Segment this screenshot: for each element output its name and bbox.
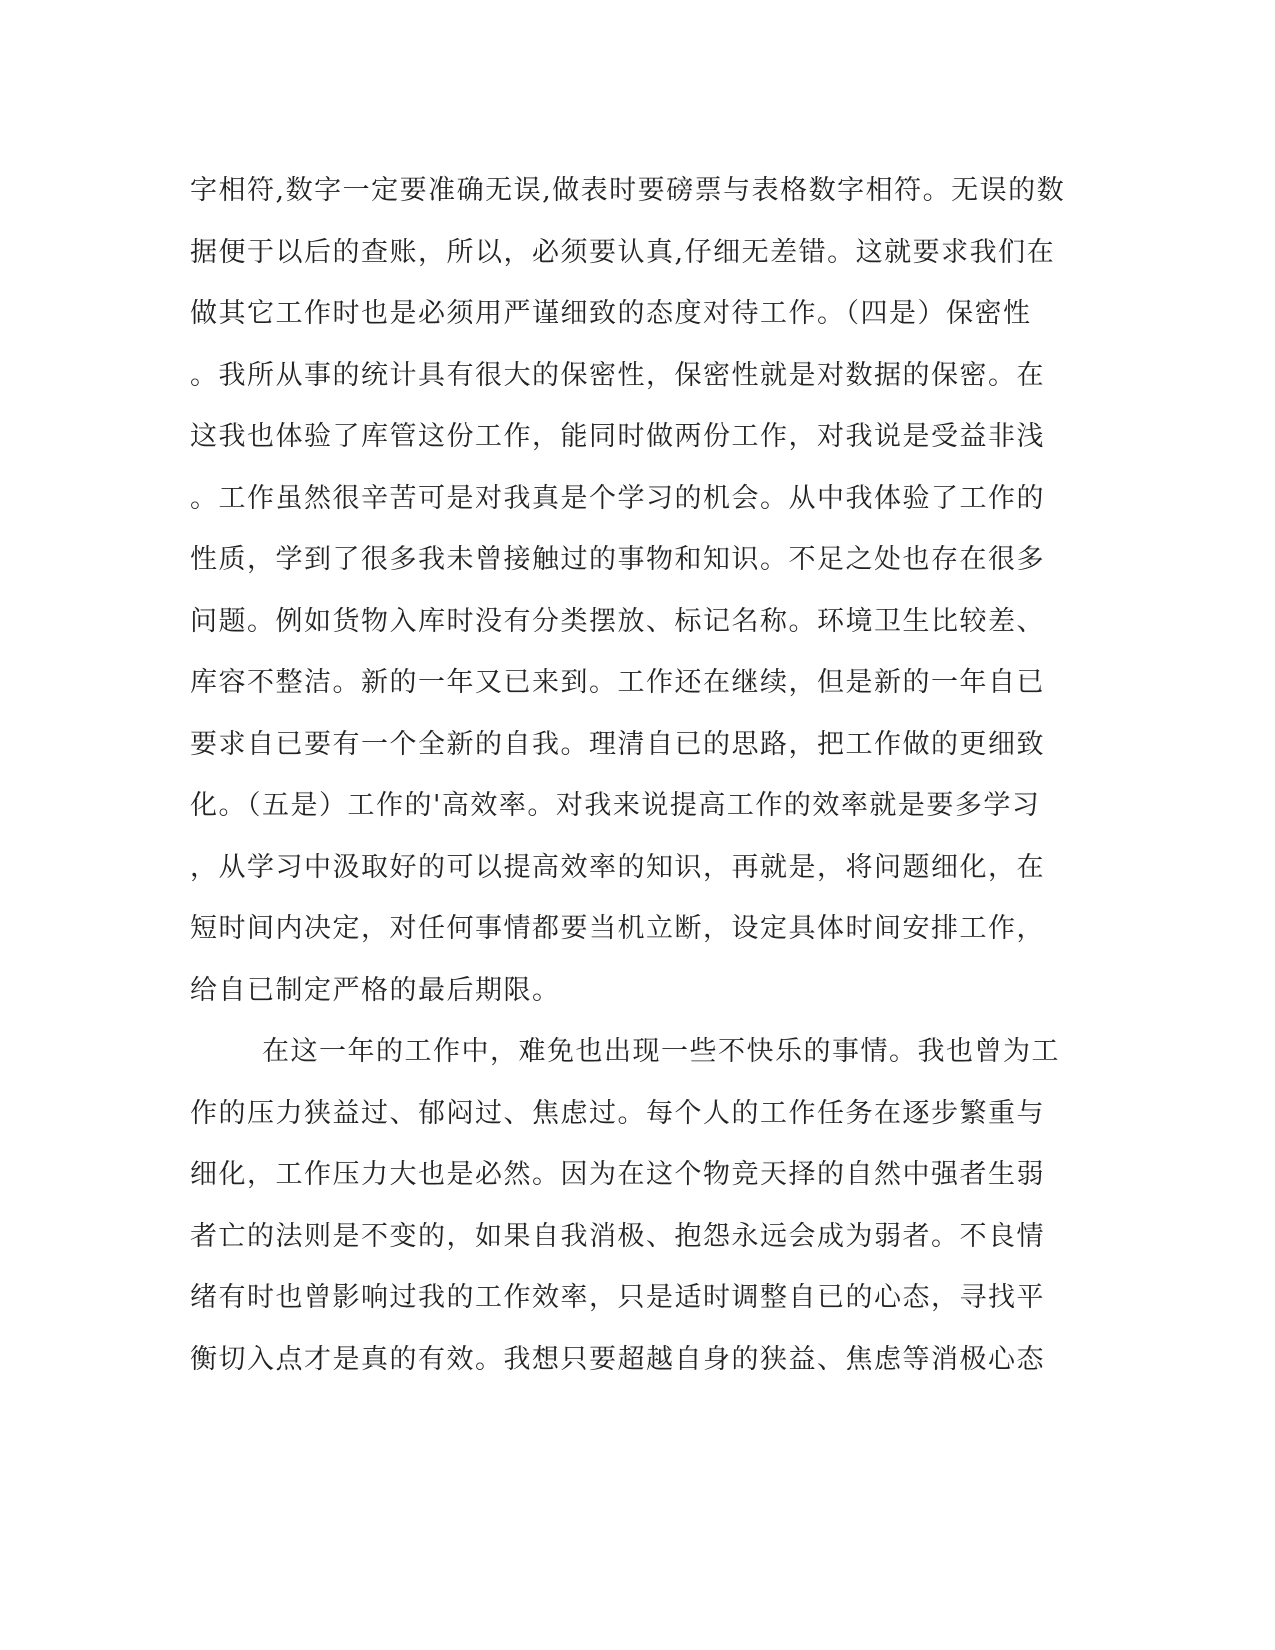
text-line: 据便于以后的查账，所以，必须要认真,仔细无差错。这就要求我们在	[190, 236, 1056, 268]
text-line: 字相符,数字一定要准确无误,做表时要磅票与表格数字相符。无误的数	[190, 175, 1066, 206]
text-line: 做其它工作时也是必须用严谨细致的态度对待工作。（四是）保密性	[190, 298, 1032, 329]
text-line: 作的压力狭益过、郁闷过、焦虑过。每个人的工作任务在逐步繁重与	[190, 1097, 1045, 1129]
text-line: 细化，工作压力大也是必然。因为在这个物竞天择的自然中强者生弱	[190, 1159, 1045, 1190]
text-line-indented: 在这一年的工作中，难免也出现一些不快乐的事情。我也曾为工	[262, 1036, 1060, 1067]
text-line: 短时间内决定，对任何事情都要当机立断，设定具体时间安排工作，	[190, 913, 1045, 944]
text-line: 者亡的法则是不变的，如果自我消极、抱怨永远会成为弱者。不良情	[190, 1220, 1045, 1252]
paragraph-2	[190, 1021, 1090, 1390]
text-line: 绪有时也曾影响过我的工作效率，只是适时调整自已的心态，寻找平	[190, 1282, 1045, 1313]
text-line: 。我所从事的统计具有很大的保密性，保密性就是对数据的保密。在	[190, 359, 1045, 391]
text-line: 要求自已要有一个全新的自我。理清自已的思路，把工作做的更细致	[190, 728, 1045, 760]
text-line: 化。（五是）工作的'高效率。对我来说提高工作的效率就是要多学习	[190, 790, 1041, 821]
text-line: 这我也体验了库管这份工作，能同时做两份工作，对我说是受益非浅	[190, 421, 1045, 452]
body-text	[190, 160, 1090, 1390]
text-line: 。工作虽然很辛苦可是对我真是个学习的机会。从中我体验了工作的	[190, 482, 1045, 514]
text-line: 问题。例如货物入库时没有分类摆放、标记名称。环境卫生比较差、	[190, 605, 1045, 637]
text-line: 衡切入点才是真的有效。我想只要超越自身的狭益、焦虑等消极心态	[190, 1343, 1045, 1375]
text-line: ，从学习中汲取好的可以提高效率的知识，再就是，将问题细化，在	[190, 851, 1045, 883]
text-line: 给自已制定严格的最后期限。	[190, 974, 561, 1006]
paragraph-1	[190, 160, 1090, 1021]
text-line: 库容不整洁。新的一年又已来到。工作还在继续，但是新的一年自已	[190, 667, 1045, 698]
text-line: 性质，学到了很多我未曾接触过的事物和知识。不足之处也存在很多	[190, 544, 1045, 575]
